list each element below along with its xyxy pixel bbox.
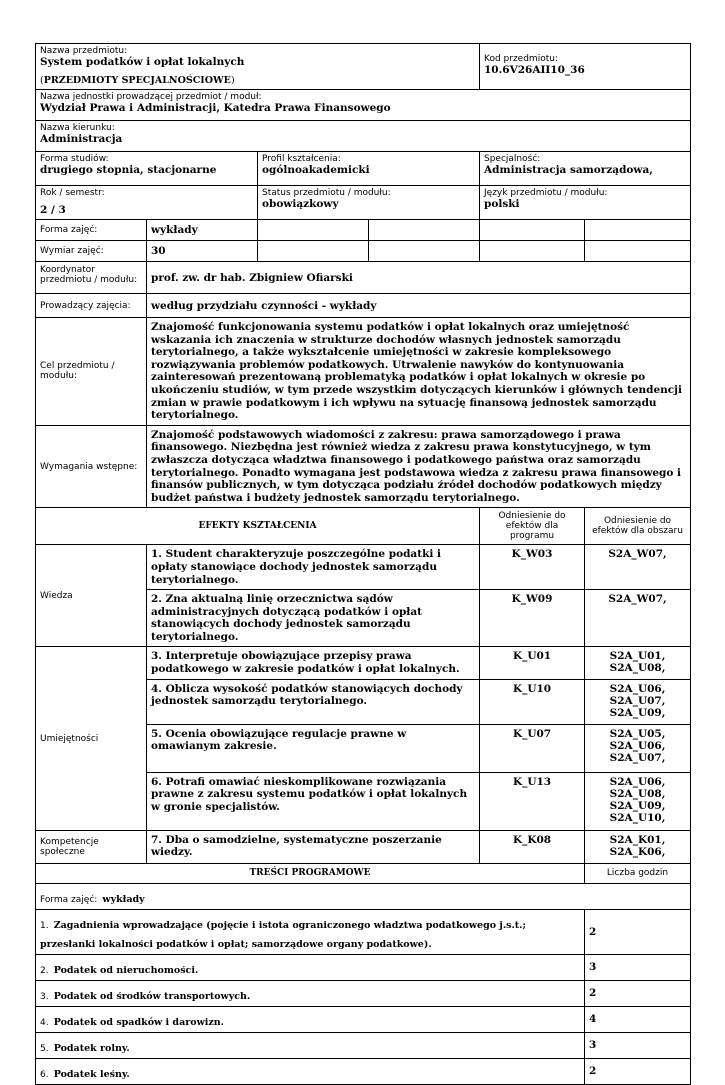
outcomes-table <box>35 507 691 863</box>
req-label: Wymagania wstępne: <box>36 425 147 508</box>
outcome-program: K_K08 <box>480 830 585 863</box>
group-name-social: Kompetencje społeczne <box>36 830 147 863</box>
code-cell <box>480 44 691 90</box>
year-label: Rok / semestr: <box>40 188 105 198</box>
goal-label: Cel przedmiotu / modułu: <box>36 318 147 426</box>
semester-value: 3 <box>58 204 66 216</box>
hours-label: Wymiar zajęć: <box>36 241 147 262</box>
content-row: 2. Podatek od nieruchomości. <box>36 954 585 980</box>
subject-group: PRZEDMIOTY SPECJALNOŚCIOWE <box>43 75 231 86</box>
profile-cell <box>258 152 480 186</box>
outcome-text: 6. Potrafi omawiać nieskomplikowane rozwiązania prawne z zakresu systemu podatków i opłat lokalnych w gronie specjalistów. <box>147 772 480 830</box>
outcome-text: 4. Oblicza wysokość podatków stanowiących dochody jednostek samorządu terytorialnego. <box>147 679 480 724</box>
header-table <box>35 43 691 220</box>
status-value: obowiązkowy <box>262 198 339 210</box>
details-table <box>35 219 691 508</box>
status-cell <box>258 186 480 220</box>
status-label: Status przedmiotu / modułu: <box>262 188 391 198</box>
profile-value: ogólnoakademicki <box>262 164 370 176</box>
field-cell <box>36 121 691 152</box>
goal-value: Znajomość funkcjonowania systemu podatków i opłat lokalnych oraz umiejętność wskazania ich znaczenia w strukturze dochodów własnych jednostek samorządu terytorialnego, a także wykształcenie umiejętności w zakresie kompleksowego rozwiązywania problemów podatkowych. Utrwalenie nawyków do kontynuowania zainteresowań prezentowaną problematyką podatków i opłat lokalnych w okresie po ukończeniu studiów, w tym przede wszystkim dotyczących kierunków i głównych tendencji zmian w prawie podatkowym i ich wpływu na sytuację finansową jednostek samorządu terytorialnego. <box>147 318 691 426</box>
form-value: drugiego stopnia, stacjonarne <box>40 164 217 176</box>
group-name-knowledge: Wiedza <box>36 545 147 647</box>
outcome-area: S2A_U01, S2A_U08, <box>585 647 691 679</box>
content-hours: 4 <box>585 1006 691 1032</box>
lecturers-value: według przydziału czynności - wykłady <box>147 294 691 318</box>
class-form-label: Forma zajęć: <box>36 220 147 241</box>
outcome-program: K_U07 <box>480 724 585 772</box>
contents-form-label: Forma zajęć: <box>40 894 98 905</box>
spec-label: Specjalność: <box>484 154 541 164</box>
code-label: Kod przedmiotu: <box>484 54 558 64</box>
contents-table <box>35 863 691 1085</box>
coordinator-value: prof. zw. dr hab. Zbigniew Ofiarski <box>147 262 691 294</box>
form-label: Forma studiów: <box>40 154 109 164</box>
content-hours: 2 <box>585 1058 691 1084</box>
subject-name: System podatków i opłat lokalnych <box>40 56 245 68</box>
field-label: Nazwa kierunku: <box>40 123 115 133</box>
content-row: 6. Podatek leśny. <box>36 1058 585 1084</box>
content-hours: 3 <box>585 954 691 980</box>
form-cell <box>36 152 258 186</box>
contents-form <box>36 883 691 909</box>
outcome-text: 2. Zna aktualną linię orzecznictwa sądów administracyjnych dotyczącą podatków i opłat stanowiących dochody jednostek samorządu terytorialnego. <box>147 590 480 647</box>
content-row: 4. Podatek od spadków i darowizn. <box>36 1006 585 1032</box>
outcome-program: K_U13 <box>480 772 585 830</box>
outcome-text: 1. Student charakteryzuje poszczególne podatki i opłaty stanowiące dochody jednostek samorządu terytorialnego. <box>147 545 480 590</box>
req-value: Znajomość podstawowych wiadomości z zakresu: prawa samorządowego i prawa finansowego. Niezbędna jest również wiedza z zakresu prawa konstytucyjnego, w tym zwłaszcza dotycząca władztwa finansowego i podatkowego państwa oraz samorządu terytorialnego. Ponadto wymagana jest podstawowa wiedza z zakresu prawa finansowego i finansów publicznych, w tym dotycząca podziału źródeł dochodów podatkowych między budżet państwa i budżety jednostek samorządu terytorialnego. <box>147 425 691 508</box>
syllabus-sheet <box>35 43 690 1085</box>
outcome-area: S2A_W07, <box>585 545 691 590</box>
outcome-program: K_W09 <box>480 590 585 647</box>
unit-cell <box>36 90 691 121</box>
outcome-program: K_U01 <box>480 647 585 679</box>
content-row: 5. Podatek rolny. <box>36 1032 585 1058</box>
outcome-text: 3. Interpretuje obowiązujące przepisy prawa podatkowego w zakresie podatków i opłat lokalnych. <box>147 647 480 679</box>
contents-form-value: wykłady <box>102 893 145 905</box>
spec-value: Administracja samorządowa, <box>484 164 653 176</box>
code-value: 10.6V26AII10_36 <box>484 64 585 76</box>
outcome-program: K_W03 <box>480 545 585 590</box>
hours-value: 30 <box>147 241 258 262</box>
content-hours: 2 <box>585 980 691 1006</box>
coordinator-label: Koordynator przedmiotu / modułu: <box>36 262 147 294</box>
field-value: Administracja <box>40 133 123 145</box>
unit-value: Wydział Prawa i Administracji, Katedra Prawa Finansowego <box>40 102 391 114</box>
outcome-program: K_U10 <box>480 679 585 724</box>
subject-cell: Nazwa przedmiotu: System podatków i opłat lokalnych (PRZEDMIOTY SPECJALNOŚCIOWE) <box>36 44 480 90</box>
unit-label: Nazwa jednostki prowadzącej przedmiot / moduł: <box>40 92 262 102</box>
outcome-area: S2A_K01, S2A_K06, <box>585 830 691 863</box>
subject-label: Nazwa przedmiotu: <box>40 46 128 56</box>
content-hours: 2 <box>585 909 691 954</box>
outcomes-header-program: Odniesienie do efektów dla programu <box>480 508 585 545</box>
outcome-text: 7. Dba o samodzielne, systematyczne poszerzanie wiedzy. <box>147 830 480 863</box>
class-form-value: wykłady <box>147 220 258 241</box>
outcome-text: 5. Ocenia obowiązujące regulacje prawne w omawianym zakresie. <box>147 724 480 772</box>
profile-label: Profil kształcenia: <box>262 154 341 164</box>
lang-label: Język przedmiotu / modułu: <box>484 188 608 198</box>
outcomes-header-area: Odniesienie do efektów dla obszaru <box>585 508 691 545</box>
outcomes-header-title: EFEKTY KSZTAŁCENIA <box>36 508 480 545</box>
outcome-area: S2A_U06, S2A_U07, S2A_U09, <box>585 679 691 724</box>
outcome-area: S2A_U06, S2A_U08, S2A_U09, S2A_U10, <box>585 772 691 830</box>
year-cell: Rok / semestr: 2 / 3 <box>36 186 258 220</box>
contents-header-hours: Liczba godzin <box>585 863 691 883</box>
lang-value: polski <box>484 198 520 210</box>
year-value: 2 <box>40 204 48 216</box>
group-name-skills: Umiejętności <box>36 647 147 830</box>
lang-cell <box>480 186 691 220</box>
content-hours: 3 <box>585 1032 691 1058</box>
content-row: 1. Zagadnienia wprowadzające (pojęcie i istota ograniczonego władztwa podatkowego j.s.t.; przesłanki lokalności podatków i opłat; samorządowe organy podatkowe). <box>36 909 585 954</box>
content-row: 3. Podatek od środków transportowych. <box>36 980 585 1006</box>
outcome-area: S2A_W07, <box>585 590 691 647</box>
outcome-area: S2A_U05, S2A_U06, S2A_U07, <box>585 724 691 772</box>
contents-header-title: TREŚCI PROGRAMOWE <box>36 863 585 883</box>
spec-cell <box>480 152 691 186</box>
lecturers-label: Prowadzący zajęcia: <box>36 294 147 318</box>
